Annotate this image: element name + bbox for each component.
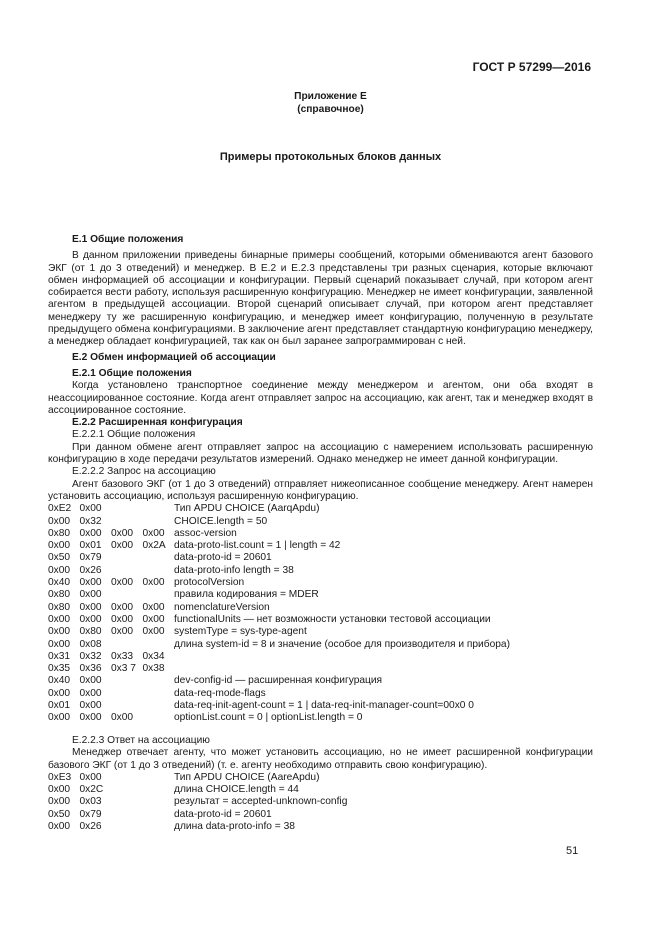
hex-row [48, 626, 593, 638]
hex-byte: 0x00 [111, 601, 134, 613]
hex-description: protocolVersion [174, 577, 245, 589]
hex-row [48, 577, 593, 589]
hex-row [48, 675, 593, 687]
hex-byte: 0x00 [79, 503, 102, 515]
hex-byte [143, 675, 175, 687]
hex-row [48, 639, 593, 651]
hex-byte: 0x31 [48, 650, 71, 662]
hex-byte [111, 565, 143, 577]
hex-byte [111, 675, 143, 687]
hex-byte: 0x26 [79, 821, 102, 833]
paragraph: Агент базового ЭКГ (от 1 до 3 отведений) отправляет нижеописанное сообщение менеджеру. Агент намерен установить ассоциацию, используя расширенную конфигурацию. [48, 478, 593, 502]
hex-description: assoc-version [174, 527, 237, 539]
hex-byte [143, 639, 175, 651]
hex-row [48, 552, 593, 564]
hex-byte: 0x01 [48, 700, 71, 712]
hex-byte: 0x03 [79, 796, 102, 808]
hex-byte: 0x00 [142, 527, 165, 539]
hex-byte: 0x32 [79, 650, 102, 662]
hex-byte [143, 503, 175, 515]
hex-byte: 0x00 [79, 601, 102, 613]
hex-row [48, 688, 593, 700]
hex-byte: 0x00 [48, 515, 71, 527]
annex-title: Приложение Е [294, 91, 367, 102]
hex-byte: 0x00 [79, 700, 102, 712]
hex-byte [111, 639, 143, 651]
subsection-heading: Е.2.2.1 Общие положения [72, 429, 196, 441]
section-heading: Е.2.2 Расширенная конфигурация [72, 417, 243, 429]
hex-row [48, 540, 593, 552]
hex-byte: 0x26 [79, 564, 102, 576]
hex-row [48, 772, 593, 784]
hex-byte [111, 700, 143, 712]
hex-byte: 0x2C [79, 784, 104, 796]
hex-description: результат = accepted-unknown-config [174, 796, 348, 808]
hex-row [48, 614, 593, 626]
hex-description: data-proto-list.count = 1 | length = 42 [174, 540, 341, 552]
hex-byte: 0x00 [48, 687, 71, 699]
hex-row [48, 700, 593, 712]
hex-row [48, 503, 593, 515]
annex-kind: (справочное) [297, 104, 364, 115]
hex-description: Тип APDU CHOICE (AareApdu) [174, 771, 320, 783]
hex-byte: 0x40 [48, 675, 71, 687]
hex-description: functionalUnits — нет возможности установки тестовой ассоциации [174, 613, 491, 625]
hex-byte [143, 565, 175, 577]
section-e223 [48, 735, 593, 833]
hex-byte: 0x40 [48, 577, 71, 589]
hex-byte: 0x36 [79, 663, 102, 675]
hex-byte: 0x00 [79, 675, 102, 687]
paragraph: Менеджер отвечает агенту, что может установить ассоциацию, но не имеет расширенной конфигурации базового ЭКГ (от 1 до 3 отведений) (т. е. агенту необходимо отправить свою конфигурацию). [48, 747, 593, 771]
hex-byte: 0x32 [79, 515, 102, 527]
hex-byte: 0x00 [79, 712, 102, 724]
hex-byte: 0x00 [111, 577, 134, 589]
hex-table-request [48, 503, 593, 724]
hex-row [48, 602, 593, 614]
hex-row [48, 809, 593, 821]
hex-byte: 0x80 [48, 589, 71, 601]
hex-row [48, 589, 593, 601]
hex-byte: 0x79 [79, 808, 102, 820]
hex-description: data-proto-id = 20601 [174, 552, 272, 564]
hex-byte: 0xE3 [48, 771, 72, 783]
hex-byte: 0x35 [48, 663, 71, 675]
hex-description: optionList.count = 0 | optionList.length = 0 [174, 712, 363, 724]
paragraph: В данном приложении приведены бинарные примеры сообщений, которыми обмениваются агент базового ЭКГ (от 1 до 3 отведений) и менеджер. В Е.2 и Е.2.3 представлены три разных сценария, которые включают обмен информацией об ассоциации и конфигурации. Первый сценарий показывает случай, при котором агент собирается вести работу, используя расширенную конфигурацию. Менеджер не имеет конфигурации, заявленной агентом в предыдущей ассоциации. Второй сценарий описывает случай, при котором агент представляет менеджеру ту же расширенную конфигурацию, и менеджер имеет конфигурацию, полученную в результате предыдущего обмена конфигурациями. В заключение агент представляет стандартную конфигурацию менеджеру, а менеджер обладает конфигурацией, так как он был заранее запрограммирован с ней. [48, 250, 593, 348]
hex-byte [143, 552, 175, 564]
hex-row [48, 821, 593, 833]
paragraph: При данном обмене агент отправляет запрос на ассоциацию с намерением использовать расширенную конфигурацию в ходе передачи результатов измерений. Однако менеджер не имеет данной конфигурации. [48, 441, 593, 466]
section-e2 [48, 352, 593, 364]
hex-byte: 0x00 [48, 540, 71, 552]
hex-description: Тип APDU CHOICE (AarqApdu) [174, 503, 320, 515]
hex-byte [111, 552, 143, 564]
hex-byte [143, 589, 175, 601]
hex-byte: 0x3 7 [111, 663, 136, 675]
hex-byte: 0x00 [79, 527, 102, 539]
hex-byte [111, 516, 143, 528]
hex-description: data-req-init-agent-count = 1 | data-req-init-manager-count=00x0 0 [174, 700, 474, 712]
hex-byte: 0x00 [142, 613, 165, 625]
subsection-heading: Е.2.2.2 Запрос на ассоциацию [72, 466, 216, 478]
hex-byte: 0x00 [48, 638, 71, 650]
hex-row [48, 651, 593, 663]
paragraph: Когда установлено транспортное соединение между менеджером и агентом, они оба входят в неассоциированное состояние. Когда агент отправляет запрос на ассоциацию, как агент, так и менеджер входят в ассоциированное состояние. [48, 380, 593, 416]
hex-row [48, 528, 593, 540]
hex-byte: 0x00 [79, 687, 102, 699]
hex-byte: 0x00 [79, 771, 102, 783]
standard-number: ГОСТ Р 57299—2016 [472, 60, 591, 74]
hex-byte: 0x00 [79, 589, 102, 601]
hex-description: dev-config-id — расширенная конфигурация [174, 675, 383, 687]
hex-byte: 0x38 [142, 663, 165, 675]
hex-description: data-proto-info length = 38 [174, 564, 294, 576]
hex-byte: 0x00 [48, 821, 71, 833]
hex-byte: 0x08 [79, 638, 102, 650]
hex-row [48, 784, 593, 796]
hex-byte: 0x00 [111, 527, 134, 539]
hex-byte [143, 516, 175, 528]
hex-description: длина data-proto-info = 38 [174, 821, 295, 833]
hex-byte: 0x80 [48, 527, 71, 539]
hex-byte: 0x00 [111, 712, 134, 724]
hex-byte: 0x00 [111, 613, 134, 625]
hex-byte: 0x00 [79, 613, 102, 625]
hex-description: data-req-mode-flags [174, 687, 266, 699]
hex-byte: 0x50 [48, 552, 71, 564]
hex-byte: 0x00 [111, 626, 134, 638]
hex-description: правила кодирования = MDER [174, 589, 319, 601]
hex-byte: 0x00 [142, 626, 165, 638]
hex-row [48, 565, 593, 577]
hex-byte: 0x00 [48, 784, 71, 796]
hex-byte: 0x00 [48, 613, 71, 625]
hex-byte: 0x00 [48, 564, 71, 576]
hex-byte: 0x00 [111, 540, 134, 552]
hex-byte: 0xE2 [48, 503, 72, 515]
hex-row [48, 516, 593, 528]
hex-byte [111, 503, 143, 515]
hex-byte: 0x00 [48, 712, 71, 724]
hex-row [48, 663, 593, 675]
hex-byte: 0x01 [79, 540, 102, 552]
hex-description: длина CHOICE.length = 44 [174, 784, 299, 796]
page-number: 51 [566, 845, 579, 857]
hex-byte [111, 688, 143, 700]
hex-byte: 0x80 [48, 601, 71, 613]
section-heading: Е.2.1 Общие положения [72, 368, 192, 379]
annex-heading: Примеры протокольных блоков данных [219, 151, 442, 163]
hex-byte: 0x79 [79, 552, 102, 564]
hex-byte [143, 712, 175, 724]
hex-description: systemType = sys-type-agent [174, 626, 307, 638]
hex-description: nomenclatureVersion [174, 601, 270, 613]
hex-byte: 0x00 [79, 577, 102, 589]
hex-byte: 0x2A [142, 540, 166, 552]
hex-row [48, 712, 593, 724]
section-e1 [48, 234, 593, 349]
section-e21 [48, 368, 593, 725]
hex-table-response [48, 772, 593, 833]
hex-byte: 0x50 [48, 808, 71, 820]
hex-byte [143, 700, 175, 712]
hex-description: data-proto-id = 20601 [174, 808, 272, 820]
hex-byte [111, 589, 143, 601]
hex-byte: 0x33 [111, 650, 134, 662]
hex-description: длина system-id = 8 и значение (особое для производителя и прибора) [174, 638, 510, 650]
hex-row [48, 796, 593, 808]
hex-byte: 0x00 [48, 626, 71, 638]
section-heading: Е.2 Обмен информацией об ассоциации [72, 352, 276, 363]
hex-description: CHOICE.length = 50 [174, 515, 268, 527]
hex-byte: 0x00 [142, 601, 165, 613]
hex-byte: 0x80 [79, 626, 102, 638]
hex-byte: 0x00 [48, 796, 71, 808]
hex-byte [143, 688, 175, 700]
hex-byte: 0x00 [142, 577, 165, 589]
section-heading: Е.1 Общие положения [72, 234, 184, 245]
subsection-heading: Е.2.2.3 Ответ на ассоциацию [72, 735, 210, 746]
hex-byte: 0x34 [142, 650, 165, 662]
